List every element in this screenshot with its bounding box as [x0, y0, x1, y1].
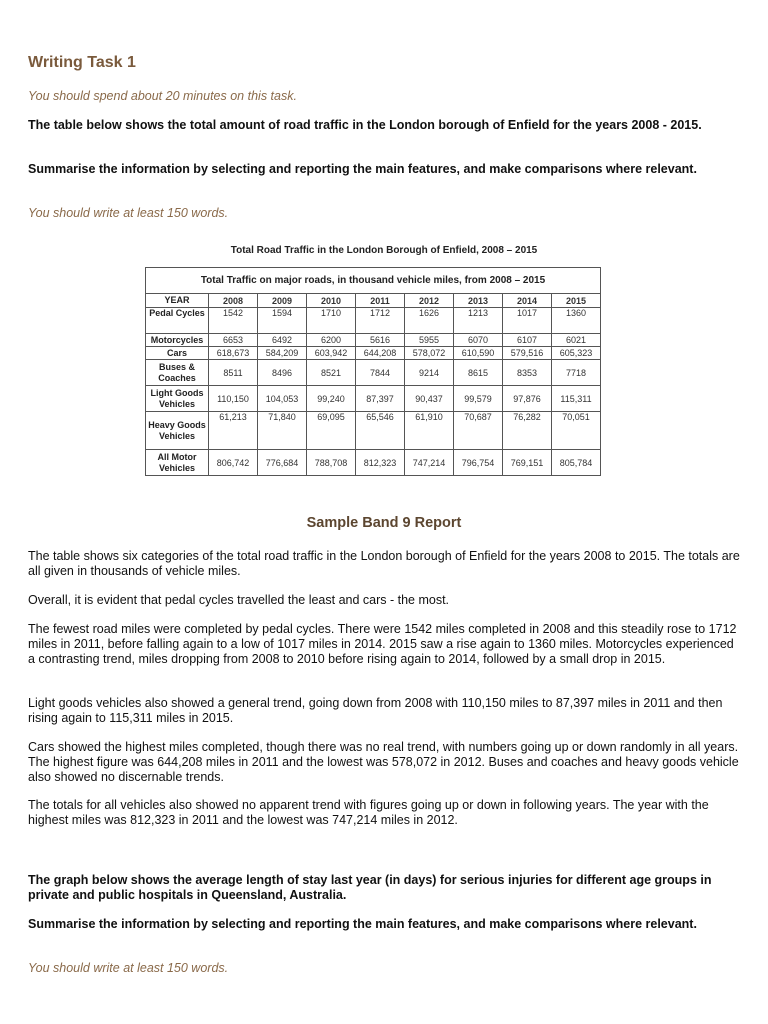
row-label: Light Goods Vehicles	[146, 386, 209, 412]
next-word-note: You should write at least 150 words.	[28, 961, 229, 975]
cell: 805,784	[552, 450, 601, 476]
cell: 7844	[356, 360, 405, 386]
year-col: 2011	[356, 294, 405, 308]
table-row	[146, 347, 601, 360]
cell: 8511	[209, 360, 258, 386]
cell: 618,673	[209, 347, 258, 360]
cell: 99,240	[307, 386, 356, 412]
cell: 8521	[307, 360, 356, 386]
year-col: 2013	[454, 294, 503, 308]
cell: 1594	[258, 308, 307, 334]
cell: 6107	[503, 334, 552, 347]
year-col: 2008	[209, 294, 258, 308]
cell: 603,942	[307, 347, 356, 360]
cell: 1712	[356, 308, 405, 334]
cell: 7718	[552, 360, 601, 386]
cell: 97,876	[503, 386, 552, 412]
cell: 8496	[258, 360, 307, 386]
cell: 1626	[405, 308, 454, 334]
table-caption: Total Road Traffic in the London Borough of Enfield, 2008 – 2015	[230, 245, 538, 256]
cell: 65,546	[356, 412, 405, 450]
report-paragraph: The fewest road miles were completed by pedal cycles. There were 1542 miles completed in 2008 and this steadily rose to 1712 miles in 2011, before falling again to a low of 1017 miles in 2014. 2015 saw a rise again to 1360 miles. Motorcycles experienced a contrasting trend, miles dropping from 2008 to 2010 before rising again to 2014, followed by a small drop in 2015.	[28, 622, 737, 666]
next-task-prompt: The graph below shows the average length of stay last year (in days) for serious injuries for different age groups in private and public hospitals in Queensland, Australia.	[28, 873, 712, 902]
cell: 1360	[552, 308, 601, 334]
cell: 104,053	[258, 386, 307, 412]
cell: 1542	[209, 308, 258, 334]
task-prompt: The table below shows the total amount of road traffic in the London borough of Enfield for the years 2008 - 2015.	[28, 118, 702, 132]
task-instruction: Summarise the information by selecting and reporting the main features, and make comparisons where relevant.	[28, 162, 697, 176]
cell: 776,684	[258, 450, 307, 476]
word-note: You should write at least 150 words.	[28, 206, 229, 220]
time-note: You should spend about 20 minutes on this task.	[28, 89, 297, 103]
cell: 76,282	[503, 412, 552, 450]
cell: 71,840	[258, 412, 307, 450]
cell: 9214	[405, 360, 454, 386]
table-title: Total Traffic on major roads, in thousand vehicle miles, from 2008 – 2015	[146, 268, 601, 294]
cell: 806,742	[209, 450, 258, 476]
cell: 1710	[307, 308, 356, 334]
row-label: Heavy Goods Vehicles	[146, 412, 209, 450]
year-col: 2010	[307, 294, 356, 308]
cell: 6653	[209, 334, 258, 347]
row-label: All Motor Vehicles	[146, 450, 209, 476]
cell: 61,910	[405, 412, 454, 450]
cell: 1213	[454, 308, 503, 334]
cell: 6200	[307, 334, 356, 347]
row-label: Motorcycles	[146, 334, 209, 347]
year-col: 2014	[503, 294, 552, 308]
cell: 115,311	[552, 386, 601, 412]
cell: 6021	[552, 334, 601, 347]
cell: 61,213	[209, 412, 258, 450]
year-col: 2015	[552, 294, 601, 308]
cell: 644,208	[356, 347, 405, 360]
cell: 70,687	[454, 412, 503, 450]
cell: 5616	[356, 334, 405, 347]
report-paragraph: The totals for all vehicles also showed no apparent trend with figures going up or down in following years. The year with the highest miles was 812,323 in 2011 and the lowest was 747,214 miles in 2012.	[28, 798, 709, 827]
table-row	[146, 334, 601, 347]
row-label: Cars	[146, 347, 209, 360]
cell: 5955	[405, 334, 454, 347]
year-col: 2012	[405, 294, 454, 308]
report-heading: Sample Band 9 Report	[306, 515, 462, 531]
cell: 578,072	[405, 347, 454, 360]
report-paragraph: Cars showed the highest miles completed, though there was no real trend, with numbers going up or down randomly in all years. The highest figure was 644,208 miles in 2011 and the lowest was 578,072 in 2012. Buses and coaches and heavy goods vehicle also showed no discernable trends.	[28, 740, 739, 784]
cell: 110,150	[209, 386, 258, 412]
cell: 579,516	[503, 347, 552, 360]
cell: 769,151	[503, 450, 552, 476]
cell: 87,397	[356, 386, 405, 412]
cell: 6070	[454, 334, 503, 347]
table-row	[146, 360, 601, 386]
table-header-row	[146, 294, 601, 308]
row-label: Pedal Cycles	[146, 308, 209, 334]
cell: 584,209	[258, 347, 307, 360]
cell: 90,437	[405, 386, 454, 412]
cell: 70,051	[552, 412, 601, 450]
cell: 610,590	[454, 347, 503, 360]
cell: 99,579	[454, 386, 503, 412]
cell: 1017	[503, 308, 552, 334]
table-row	[146, 412, 601, 450]
cell: 8615	[454, 360, 503, 386]
task-heading: Writing Task 1	[28, 54, 136, 71]
report-paragraph: Overall, it is evident that pedal cycles travelled the least and cars - the most.	[28, 593, 450, 607]
cell: 796,754	[454, 450, 503, 476]
report-paragraph: The table shows six categories of the total road traffic in the London borough of Enfield for the years 2008 to 2015. The totals are all given in thousands of vehicle miles.	[28, 549, 740, 578]
report-paragraph: Light goods vehicles also showed a general trend, going down from 2008 with 110,150 miles to 87,397 miles in 2011 and then rising again to 115,311 miles in 2015.	[28, 696, 723, 725]
cell: 69,095	[307, 412, 356, 450]
cell: 8353	[503, 360, 552, 386]
cell: 605,323	[552, 347, 601, 360]
year-header: YEAR	[146, 294, 209, 308]
cell: 747,214	[405, 450, 454, 476]
row-label: Buses & Coaches	[146, 360, 209, 386]
table-row	[146, 308, 601, 334]
table-row	[146, 450, 601, 476]
year-col: 2009	[258, 294, 307, 308]
next-task-instruction: Summarise the information by selecting and reporting the main features, and make comparisons where relevant.	[28, 917, 697, 931]
cell: 6492	[258, 334, 307, 347]
cell: 788,708	[307, 450, 356, 476]
traffic-table	[145, 267, 601, 476]
table-row	[146, 386, 601, 412]
cell: 812,323	[356, 450, 405, 476]
